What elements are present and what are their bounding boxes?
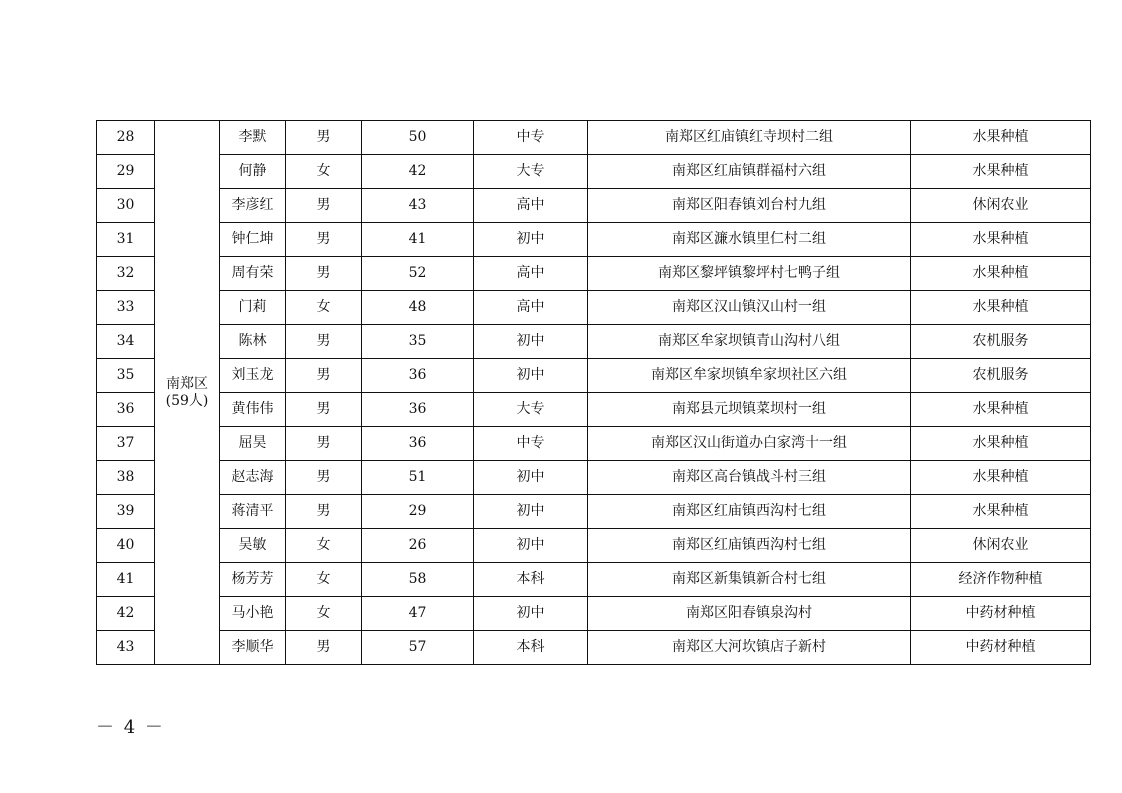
address-cell: 南郑区红庙镇西沟村七组: [588, 495, 911, 529]
gender-cell: 男: [286, 257, 362, 291]
row-number-cell: 30: [97, 189, 155, 223]
table-row: [97, 359, 1091, 393]
age-cell: 42: [362, 155, 474, 189]
roster-table: [96, 120, 1091, 665]
address-cell: 南郑区阳春镇刘台村九组: [588, 189, 911, 223]
education-cell: 初中: [474, 597, 588, 631]
education-cell: 大专: [474, 393, 588, 427]
gender-cell: 女: [286, 155, 362, 189]
age-cell: 29: [362, 495, 474, 529]
address-cell: 南郑区红庙镇西沟村七组: [588, 529, 911, 563]
education-cell: 大专: [474, 155, 588, 189]
person-name-cell: 马小艳: [220, 597, 286, 631]
gender-cell: 男: [286, 121, 362, 155]
gender-cell: 女: [286, 291, 362, 325]
address-cell: 南郑区红庙镇红寺坝村二组: [588, 121, 911, 155]
person-name-cell: 钟仁坤: [220, 223, 286, 257]
person-name-cell: 门莉: [220, 291, 286, 325]
row-number-cell: 38: [97, 461, 155, 495]
table-row: [97, 597, 1091, 631]
age-cell: 35: [362, 325, 474, 359]
table-row: [97, 631, 1091, 665]
industry-cell: 中药材种植: [911, 631, 1091, 665]
address-cell: 南郑县元坝镇菜坝村一组: [588, 393, 911, 427]
education-cell: 高中: [474, 291, 588, 325]
row-number-cell: 29: [97, 155, 155, 189]
age-cell: 47: [362, 597, 474, 631]
table-row: [97, 189, 1091, 223]
district-count: (59人): [165, 392, 209, 409]
person-name-cell: 李默: [220, 121, 286, 155]
gender-cell: 男: [286, 427, 362, 461]
gender-cell: 男: [286, 189, 362, 223]
education-cell: 高中: [474, 257, 588, 291]
industry-cell: 水果种植: [911, 393, 1091, 427]
education-cell: 初中: [474, 325, 588, 359]
person-name-cell: 赵志海: [220, 461, 286, 495]
row-number-cell: 35: [97, 359, 155, 393]
address-cell: 南郑区高台镇战斗村三组: [588, 461, 911, 495]
person-name-cell: 周有荣: [220, 257, 286, 291]
age-cell: 36: [362, 427, 474, 461]
age-cell: 51: [362, 461, 474, 495]
row-number-cell: 32: [97, 257, 155, 291]
person-name-cell: 刘玉龙: [220, 359, 286, 393]
address-cell: 南郑区汉山镇汉山村一组: [588, 291, 911, 325]
row-number-cell: 34: [97, 325, 155, 359]
table-row: [97, 461, 1091, 495]
education-cell: 高中: [474, 189, 588, 223]
row-number-cell: 42: [97, 597, 155, 631]
education-cell: 中专: [474, 121, 588, 155]
person-name-cell: 吴敏: [220, 529, 286, 563]
table-row: [97, 155, 1091, 189]
person-name-cell: 屈昊: [220, 427, 286, 461]
row-number-cell: 31: [97, 223, 155, 257]
industry-cell: 中药材种植: [911, 597, 1091, 631]
person-name-cell: 杨芳芳: [220, 563, 286, 597]
gender-cell: 男: [286, 325, 362, 359]
row-number-cell: 33: [97, 291, 155, 325]
age-cell: 41: [362, 223, 474, 257]
address-cell: 南郑区大河坎镇店子新村: [588, 631, 911, 665]
education-cell: 初中: [474, 359, 588, 393]
age-cell: 52: [362, 257, 474, 291]
industry-cell: 休闲农业: [911, 189, 1091, 223]
education-cell: 本科: [474, 563, 588, 597]
table-row: [97, 495, 1091, 529]
row-number-cell: 39: [97, 495, 155, 529]
gender-cell: 男: [286, 495, 362, 529]
gender-cell: 男: [286, 393, 362, 427]
table-row: [97, 121, 1091, 155]
address-cell: 南郑区牟家坝镇青山沟村八组: [588, 325, 911, 359]
age-cell: 57: [362, 631, 474, 665]
education-cell: 初中: [474, 529, 588, 563]
address-cell: 南郑区新集镇新合村七组: [588, 563, 911, 597]
age-cell: 36: [362, 393, 474, 427]
industry-cell: 水果种植: [911, 461, 1091, 495]
row-number-cell: 36: [97, 393, 155, 427]
person-name-cell: 黄伟伟: [220, 393, 286, 427]
address-cell: 南郑区阳春镇泉沟村: [588, 597, 911, 631]
person-name-cell: 蒋清平: [220, 495, 286, 529]
row-number-cell: 41: [97, 563, 155, 597]
industry-cell: 水果种植: [911, 495, 1091, 529]
row-number-cell: 43: [97, 631, 155, 665]
industry-cell: 农机服务: [911, 325, 1091, 359]
row-number-cell: 40: [97, 529, 155, 563]
education-cell: 初中: [474, 223, 588, 257]
table-row: [97, 427, 1091, 461]
industry-cell: 水果种植: [911, 121, 1091, 155]
gender-cell: 男: [286, 359, 362, 393]
education-cell: 中专: [474, 427, 588, 461]
gender-cell: 女: [286, 563, 362, 597]
person-name-cell: 李顺华: [220, 631, 286, 665]
age-cell: 36: [362, 359, 474, 393]
table-row: [97, 223, 1091, 257]
industry-cell: 水果种植: [911, 223, 1091, 257]
industry-cell: 农机服务: [911, 359, 1091, 393]
row-number-cell: 28: [97, 121, 155, 155]
age-cell: 43: [362, 189, 474, 223]
district-cell: [155, 121, 220, 665]
gender-cell: 男: [286, 631, 362, 665]
gender-cell: 女: [286, 529, 362, 563]
industry-cell: 水果种植: [911, 291, 1091, 325]
address-cell: 南郑区红庙镇群福村六组: [588, 155, 911, 189]
industry-cell: 休闲农业: [911, 529, 1091, 563]
row-number-cell: 37: [97, 427, 155, 461]
district-name: 南郑区: [166, 376, 208, 393]
address-cell: 南郑区牟家坝镇牟家坝社区六组: [588, 359, 911, 393]
industry-cell: 水果种植: [911, 257, 1091, 291]
age-cell: 26: [362, 529, 474, 563]
address-cell: 南郑区黎坪镇黎坪村七鸭子组: [588, 257, 911, 291]
person-name-cell: 何静: [220, 155, 286, 189]
table-row: [97, 325, 1091, 359]
roster-body: [97, 121, 1091, 665]
gender-cell: 男: [286, 223, 362, 257]
gender-cell: 女: [286, 597, 362, 631]
industry-cell: 经济作物种植: [911, 563, 1091, 597]
table-row: [97, 257, 1091, 291]
education-cell: 初中: [474, 495, 588, 529]
address-cell: 南郑区濂水镇里仁村二组: [588, 223, 911, 257]
person-name-cell: 李彦红: [220, 189, 286, 223]
table-row: [97, 393, 1091, 427]
age-cell: 50: [362, 121, 474, 155]
table-row: [97, 291, 1091, 325]
age-cell: 58: [362, 563, 474, 597]
person-name-cell: 陈林: [220, 325, 286, 359]
industry-cell: 水果种植: [911, 155, 1091, 189]
page-number: － 4 －: [96, 717, 165, 738]
education-cell: 初中: [474, 461, 588, 495]
gender-cell: 男: [286, 461, 362, 495]
industry-cell: 水果种植: [911, 427, 1091, 461]
table-row: [97, 529, 1091, 563]
age-cell: 48: [362, 291, 474, 325]
address-cell: 南郑区汉山街道办白家湾十一组: [588, 427, 911, 461]
education-cell: 本科: [474, 631, 588, 665]
table-row: [97, 563, 1091, 597]
